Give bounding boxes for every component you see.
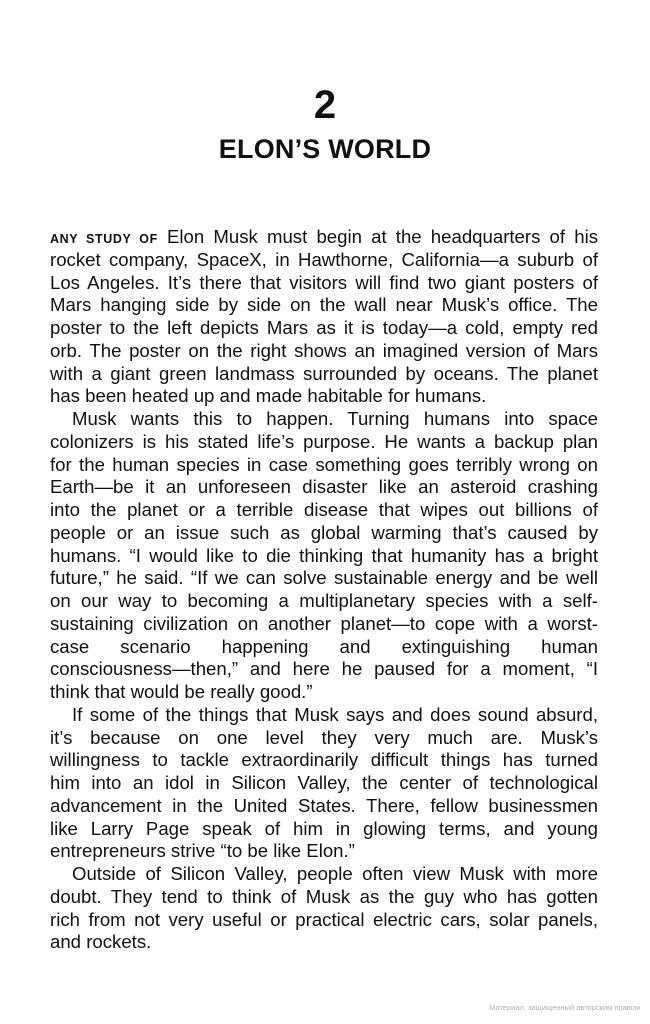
text-line: Earth—be it an unforeseen disaster like an asteroid crashing (50, 476, 598, 498)
text-line: with a giant green landmass surrounded by oceans. The planet (50, 362, 598, 384)
text-line: it’s because on one level they very much are. Musk’s (50, 726, 598, 748)
text-line: advancement in the United States. There, fellow businessmen (50, 794, 598, 816)
text-line: like Larry Page speak of him in glowing terms, and young (50, 817, 598, 839)
text-line: consciousness—then,” and here he paused for a moment, “I (50, 658, 598, 680)
lead-in-small-caps: ANY STUDY OF (50, 232, 158, 246)
chapter-number: 2 (313, 83, 337, 127)
text-line: into the planet or a terrible disease that wipes out billions of (50, 499, 598, 520)
paragraph-1 (50, 226, 598, 408)
text-fragment: Elon Musk must begin at the headquarters of his (157, 226, 599, 247)
paragraph-3 (50, 704, 598, 863)
text-line: Musk wants this to happen. Turning humans into space (72, 408, 598, 429)
text-line: him into an idol in Silicon Valley, the center of technological (50, 772, 598, 793)
paragraph-4 (50, 863, 598, 954)
text-line: has been heated up and made habitable for humans. (50, 385, 487, 407)
text-line: future,” he said. “If we can solve sustainable energy and be well (50, 567, 598, 589)
text-line: think that would be really good.” (50, 681, 313, 702)
text-line: colonizers is his stated life’s purpose. He wants a backup plan (50, 430, 598, 452)
text-line: people or an issue such as global warming that’s caused by (50, 521, 598, 543)
text-line: sustaining civilization on another planet—to cope with a worst- (50, 612, 598, 634)
text-line: rich from not very useful or practical electric cars, solar panels, (50, 908, 598, 930)
text-line: case scenario happening and extinguishing human (50, 635, 598, 657)
text-line: humans. “I would like to die thinking that humanity has a bright (50, 544, 598, 566)
text-line: for the human species in case something goes terribly wrong on (50, 453, 598, 475)
text-line: on our way to becoming a multiplanetary species with a self- (50, 590, 598, 611)
text-line: Los Angeles. It’s there that visitors will find two giant posters of (50, 271, 598, 293)
text-line: poster to the left depicts Mars as it is today—a cold, empty red (50, 317, 598, 338)
text-line: and rockets. (50, 931, 152, 953)
text-line: rocket company, SpaceX, in Hawthorne, California—a suburb of (50, 248, 598, 270)
text-line: willingness to tackle extraordinarily difficult things has turned (50, 749, 598, 771)
paragraph-2 (50, 408, 598, 704)
text-line (50, 226, 598, 249)
text-line: orb. The poster on the right shows an imagined version of Mars (50, 339, 598, 361)
text-line: If some of the things that Musk says and does sound absurd, (72, 703, 598, 725)
chapter-body (50, 226, 598, 954)
text-line: entrepreneurs strive “to be like Elon.” (50, 840, 355, 862)
copyright-watermark: Материал, защищенный авторским правом (489, 1003, 640, 1012)
chapter-title: ELON’S WORLD (218, 134, 432, 164)
text-line: Outside of Silicon Valley, people often view Musk with more (72, 863, 598, 884)
text-line: Mars hanging side by side on the wall near Musk’s office. The (50, 294, 598, 316)
text-line: doubt. They tend to think of Musk as the guy who has gotten (50, 885, 598, 907)
